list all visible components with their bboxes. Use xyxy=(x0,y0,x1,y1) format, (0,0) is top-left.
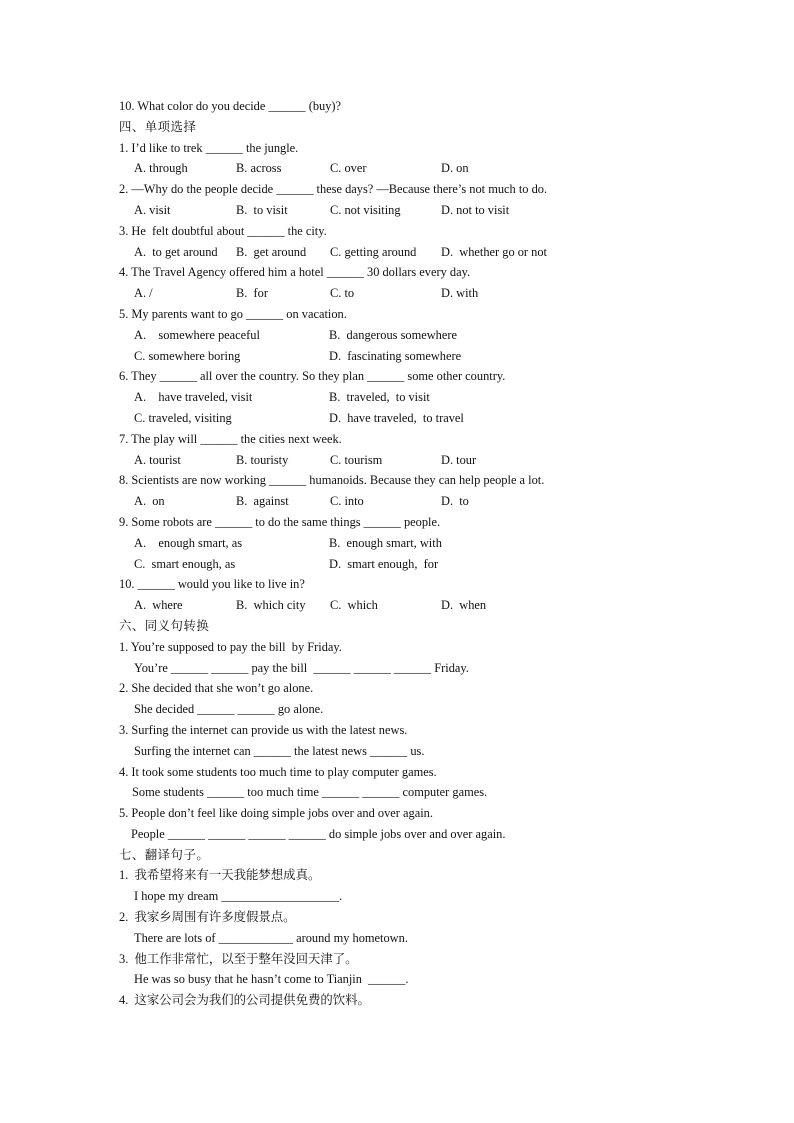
question-line xyxy=(119,865,759,886)
option: C. somewhere boring xyxy=(134,348,241,363)
question-text: 8. Scientists are now working ______ humanoids. Because they can help people a lot. xyxy=(119,473,545,488)
option: D. when xyxy=(441,598,487,613)
options-row xyxy=(119,325,759,346)
question-text: 1. I’d like to trek ______ the jungle. xyxy=(119,140,299,155)
option: C. getting around xyxy=(330,244,417,259)
options-row xyxy=(119,408,759,429)
option: C. to xyxy=(330,286,355,301)
answer-text: People ______ ______ ______ ______ do simple jobs over and over again. xyxy=(131,826,506,841)
option: D. with xyxy=(441,286,479,301)
question-text: 9. Some robots are ______ to do the same things ______ people. xyxy=(119,514,441,529)
question-text: 3. 他工作非常忙，以至于整年没回天津了。 xyxy=(119,951,358,966)
option: C. tourism xyxy=(330,452,383,467)
question-text: 4. The Travel Agency offered him a hotel ______ 30 dollars every day. xyxy=(119,265,471,280)
option: D. tour xyxy=(441,452,477,467)
option: B. across xyxy=(236,161,282,176)
question-text: 5. People don’t feel like doing simple jobs over and over again. xyxy=(119,806,433,821)
option: B. dangerous somewhere xyxy=(329,327,458,342)
answer-line xyxy=(119,824,759,845)
question-line xyxy=(119,138,759,159)
option: A. / xyxy=(134,286,153,301)
question-text: 7. The play will ______ the cities next week. xyxy=(119,431,342,446)
section-heading xyxy=(119,117,759,138)
section-heading xyxy=(119,845,759,866)
question-line xyxy=(119,221,759,242)
answer-text: There are lots of ____________ around my hometown. xyxy=(134,930,408,945)
worksheet xyxy=(119,96,759,1011)
options-row xyxy=(119,200,759,221)
question-text: 3. Surfing the internet can provide us with the latest news. xyxy=(119,722,408,737)
option: D. have traveled, to travel xyxy=(329,410,464,425)
option: B. for xyxy=(236,286,269,301)
option: A. to get around xyxy=(134,244,218,259)
options-row xyxy=(119,491,759,512)
question-text: 5. My parents want to go ______ on vacation. xyxy=(119,306,347,321)
answer-text: Surfing the internet can ______ the latest news ______ us. xyxy=(134,743,425,758)
question-text: 2. 我家乡周围有许多度假景点。 xyxy=(119,910,296,925)
section-heading xyxy=(119,616,759,637)
section-heading-text: 四、单项选择 xyxy=(119,119,197,134)
question-text: 6. They ______ all over the country. So they plan ______ some other country. xyxy=(119,369,506,384)
question-line xyxy=(119,429,759,450)
options-row xyxy=(119,158,759,179)
question-text: 1. You’re supposed to pay the bill by Friday. xyxy=(119,639,342,654)
option: D. smart enough, for xyxy=(329,556,439,571)
option: A. enough smart, as xyxy=(134,535,243,550)
section-heading-text: 六、同义句转换 xyxy=(119,618,210,633)
question-text: 10. ______ would you like to live in? xyxy=(119,577,305,592)
answer-line xyxy=(119,741,759,762)
option: C. over xyxy=(330,161,367,176)
question-line xyxy=(119,512,759,533)
options-row xyxy=(119,242,759,263)
section-heading-text: 七、翻译句子。 xyxy=(119,847,210,862)
option: B. which city xyxy=(236,598,306,613)
options-row xyxy=(119,346,759,367)
question-line xyxy=(119,720,759,741)
answer-line xyxy=(119,699,759,720)
question-text: 3. He felt doubtful about ______ the city. xyxy=(119,223,327,238)
answer-line xyxy=(119,928,759,949)
question-text: 4. 这家公司会为我们的公司提供免费的饮料。 xyxy=(119,993,370,1008)
question-line xyxy=(119,762,759,783)
answer-text: I hope my dream ___________________. xyxy=(134,889,343,904)
options-row xyxy=(119,450,759,471)
option: C. which xyxy=(330,598,378,613)
question-line xyxy=(119,96,759,117)
option: A. where xyxy=(134,598,183,613)
question-text: 2. —Why do the people decide ______ these days? —Because there’s not much to do. xyxy=(119,182,548,197)
question-line xyxy=(119,637,759,658)
option: B. enough smart, with xyxy=(329,535,442,550)
answer-text: She decided ______ ______ go alone. xyxy=(134,702,324,717)
answer-line xyxy=(119,886,759,907)
option: B. traveled, to visit xyxy=(329,390,430,405)
question-line xyxy=(119,907,759,928)
options-row xyxy=(119,283,759,304)
option: B. touristy xyxy=(236,452,289,467)
question-line xyxy=(119,678,759,699)
answer-text: He was so busy that he hasn’t come to Tianjin ______. xyxy=(134,972,409,987)
question-line xyxy=(119,574,759,595)
options-row xyxy=(119,595,759,616)
option: D. whether go or not xyxy=(441,244,547,259)
answer-line xyxy=(119,969,759,990)
option: D. on xyxy=(441,161,469,176)
option: D. fascinating somewhere xyxy=(329,348,462,363)
answer-line xyxy=(119,658,759,679)
option: C. into xyxy=(330,494,364,509)
question-line xyxy=(119,304,759,325)
question-text: 2. She decided that she won’t go alone. xyxy=(119,681,314,696)
answer-line xyxy=(119,782,759,803)
answer-text: Some students ______ too much time ______ ______ computer games. xyxy=(132,785,488,800)
question-line xyxy=(119,803,759,824)
option: B. get around xyxy=(236,244,307,259)
option: A. visit xyxy=(134,202,171,217)
question-text: 1. 我希望将来有一天我能梦想成真。 xyxy=(119,868,321,883)
option: D. to xyxy=(441,494,469,509)
option: A. through xyxy=(134,161,188,176)
option: A. have traveled, visit xyxy=(134,390,253,405)
option: C. not visiting xyxy=(330,202,401,217)
question-line xyxy=(119,949,759,970)
question-line xyxy=(119,179,759,200)
question-line xyxy=(119,990,759,1011)
options-row xyxy=(119,554,759,575)
option: C. traveled, visiting xyxy=(134,410,232,425)
option: B. against xyxy=(236,494,289,509)
question-text: 4. It took some students too much time to play computer games. xyxy=(119,764,437,779)
question-line xyxy=(119,366,759,387)
question-line xyxy=(119,262,759,283)
options-row xyxy=(119,533,759,554)
option: B. to visit xyxy=(236,202,288,217)
option: A. on xyxy=(134,494,165,509)
options-row xyxy=(119,387,759,408)
answer-text: You’re ______ ______ pay the bill ______ ______ ______ Friday. xyxy=(134,660,469,675)
option: A. tourist xyxy=(134,452,181,467)
option: A. somewhere peaceful xyxy=(134,327,260,342)
option: C. smart enough, as xyxy=(134,556,236,571)
option: D. not to visit xyxy=(441,202,510,217)
question-text: 10. What color do you decide ______ (buy)? xyxy=(119,99,342,113)
question-line xyxy=(119,470,759,491)
